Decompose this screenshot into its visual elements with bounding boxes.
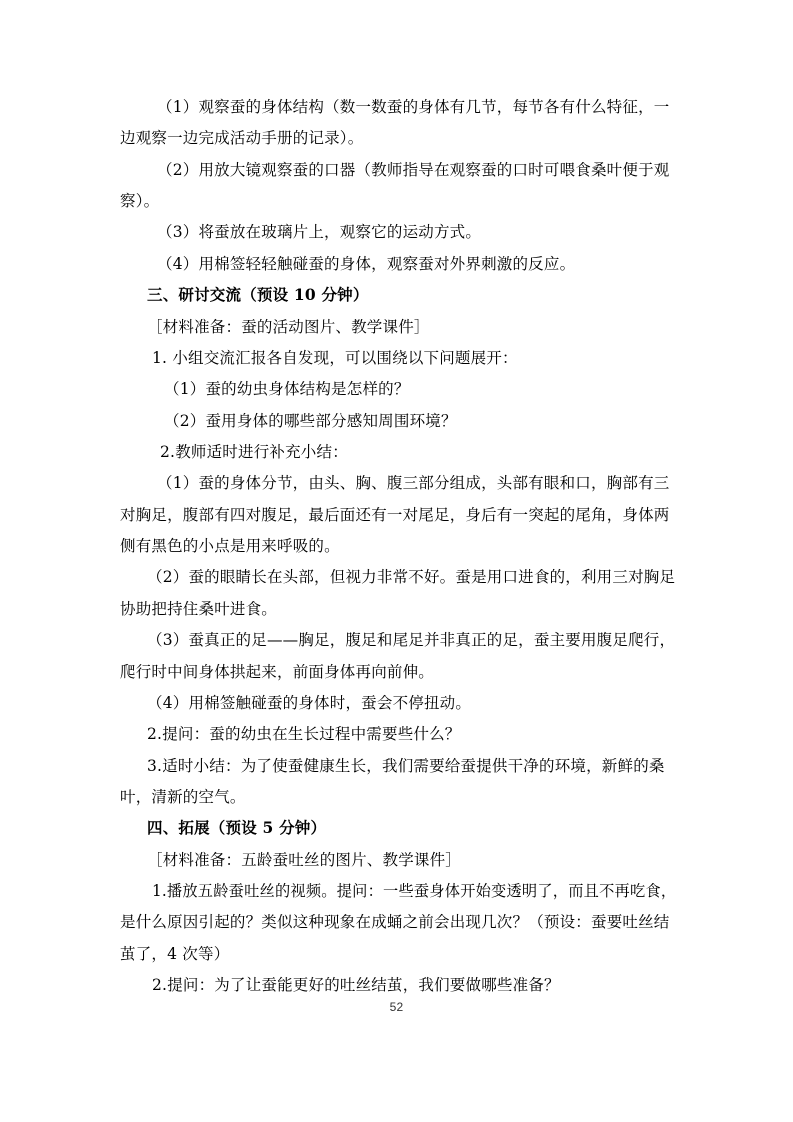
body-line: 1.播放五龄蚕吐丝的视频。提问：一些蚕身体开始变透明了，而且不再吃食，	[152, 882, 677, 900]
page-number: 52	[389, 1000, 404, 1014]
section-heading: 三、研讨交流（预设 10 分钟）	[147, 285, 369, 304]
body-line: 侧有黑色的小点是用来呼吸的。	[120, 537, 340, 555]
body-line: 2.提问：为了让蚕能更好的吐丝结茧，我们要做哪些准备？	[152, 976, 560, 994]
body-line: 茧了，4 次等）	[120, 945, 230, 963]
body-line: 协助把持住桑叶进食。	[120, 600, 278, 618]
body-line: （4）用棉签触碰蚕的身体时，蚕会不停扭动。	[147, 694, 472, 712]
body-line: （3）将蚕放在玻璃片上，观察它的运动方式。	[157, 223, 482, 241]
body-line: 叶，清新的空气。	[120, 788, 246, 806]
body-line: 2.教师适时进行补充小结：	[160, 443, 348, 461]
body-line: 边观察一边完成活动手册的记录）。	[120, 129, 364, 147]
body-line: 2.提问：蚕的幼虫在生长过程中需要些什么？	[147, 725, 461, 743]
body-line: （2）蚕用身体的哪些部分感知周围环境？	[164, 412, 457, 430]
body-line: 爬行时中间身体拱起来，前面身体再向前伸。	[120, 663, 435, 681]
materials-note: ［材料准备：蚕的活动图片、教学课件］	[147, 318, 430, 336]
body-line: （2）蚕的眼睛长在头部，但视力非常不好。蚕是用口进食的，利用三对胸足	[147, 568, 676, 586]
materials-note: ［材料准备：五龄蚕吐丝的图片、教学课件］	[147, 851, 462, 869]
body-line: 1. 小组交流汇报各自发现，可以围绕以下问题展开：	[152, 349, 518, 367]
body-line: 是什么原因引起的？类似这种现象在成蛹之前会出现几次？（预设：蚕要吐丝结	[120, 913, 670, 931]
body-line: 3.适时小结：为了使蚕健康生长，我们需要给蚕提供干净的环境，新鲜的桑	[147, 757, 665, 775]
section-heading: 四、拓展（预设 5 分钟）	[147, 818, 327, 837]
body-line: （1）蚕的身体分节，由头、胸、腹三部分组成，头部有眼和口，胸部有三	[157, 474, 670, 492]
body-line: （1）蚕的幼虫身体结构是怎样的？	[164, 380, 410, 398]
body-line: 察）。	[120, 192, 160, 210]
body-line: （3）蚕真正的足——胸足，腹足和尾足并非真正的足，蚕主要用腹足爬行，	[147, 631, 676, 649]
body-line: （2）用放大镜观察蚕的口器（教师指导在观察蚕的口时可喂食桑叶便于观	[157, 161, 670, 179]
body-line: （4）用棉签轻轻触碰蚕的身体，观察蚕对外界刺激的反应。	[157, 255, 576, 273]
body-line: 对胸足，腹部有四对腹足，最后面还有一对尾足，身后有一突起的尾角，身体两	[120, 506, 670, 524]
body-line: （1）观察蚕的身体结构（数一数蚕的身体有几节，每节各有什么特征，一	[157, 98, 670, 116]
